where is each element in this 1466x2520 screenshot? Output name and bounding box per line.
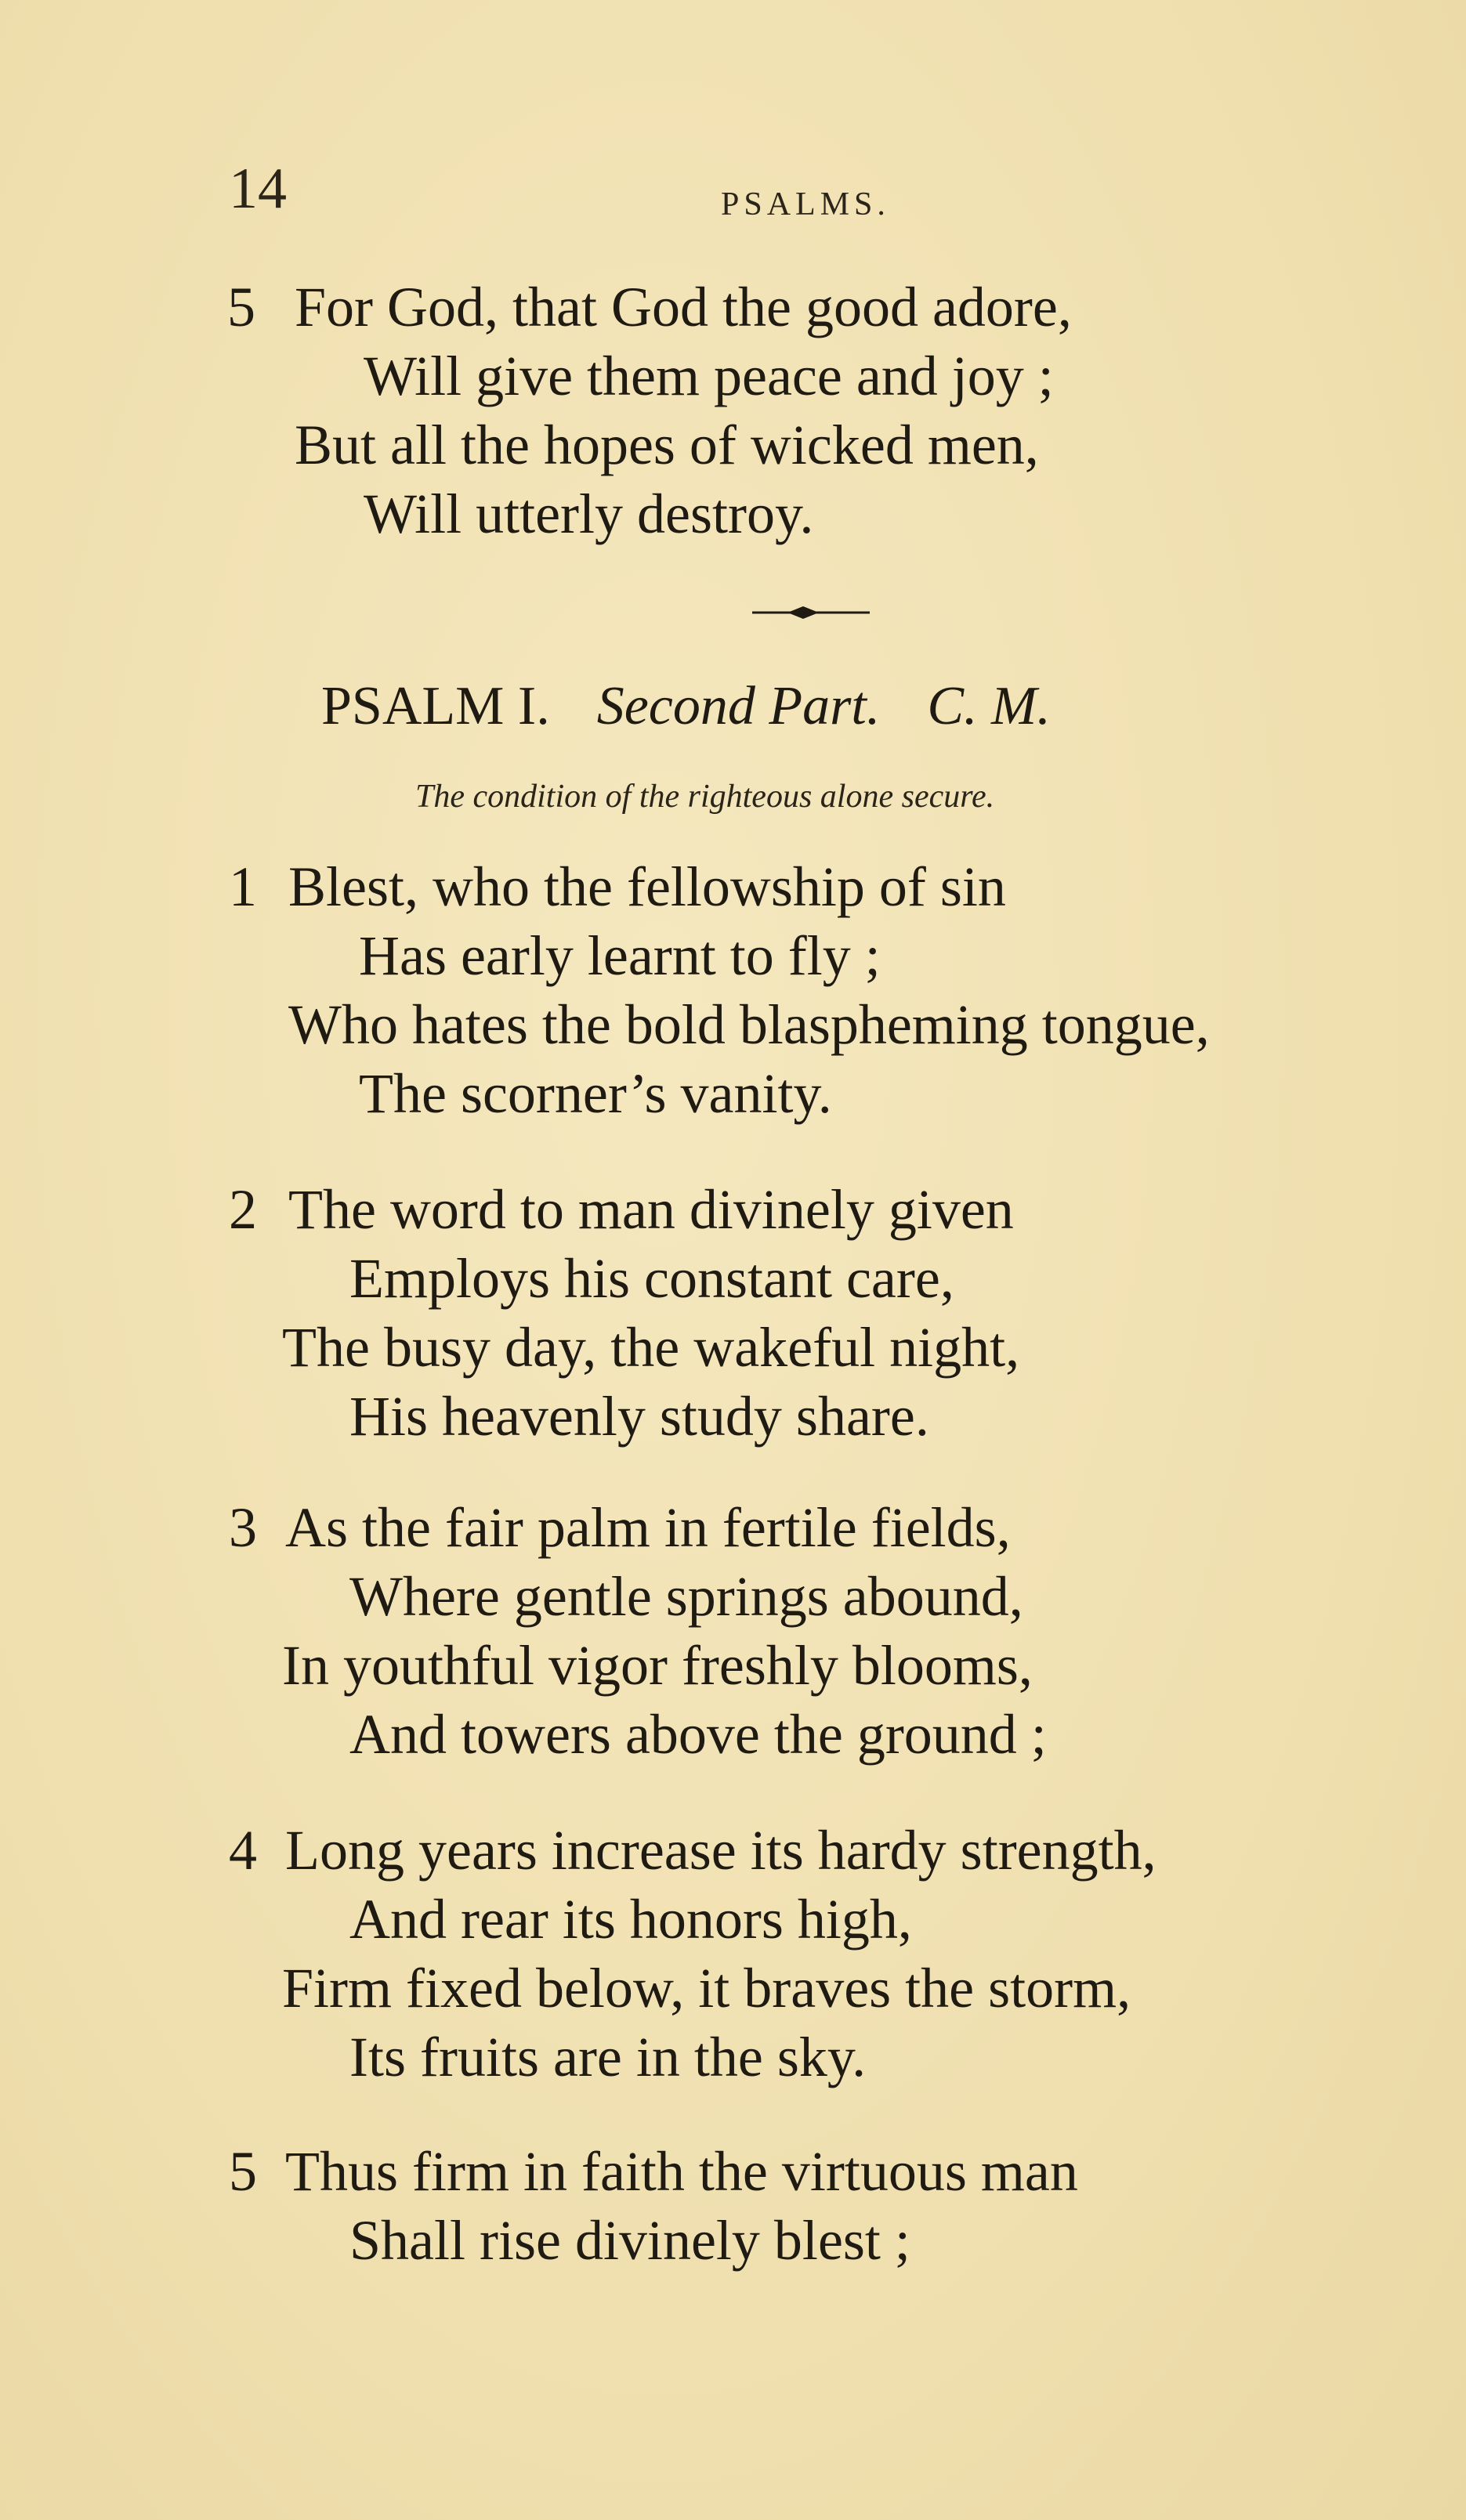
stanza-line: Shall rise divinely blest ; [349, 2209, 910, 2272]
diamond-rule-ornament [752, 605, 870, 620]
stanza-line: But all the hopes of wicked men, [295, 414, 1039, 476]
stanza-line: As the fair palm in fertile fields, [285, 1496, 1011, 1559]
psalm-part: Second Part. [596, 676, 881, 736]
stanza-line: Its fruits are in the sky. [349, 2026, 867, 2088]
stanza-line: Long years increase its hardy strength, [285, 1819, 1157, 1882]
psalm-meter: C. M. [927, 676, 1051, 736]
psalm-subtitle: The condition of the righteous alone secure. [415, 779, 995, 815]
psalm-heading [321, 675, 1051, 738]
stanza-line: Will give them peace and joy ; [364, 345, 1054, 407]
stanza-line: Where gentle springs abound, [349, 1565, 1023, 1628]
stanza-number: 5 [227, 276, 255, 338]
running-title: PSALMS. [721, 186, 890, 222]
stanza-number: 2 [229, 1178, 257, 1241]
stanza-line: In youthful vigor freshly blooms, [282, 1634, 1033, 1697]
stanza-line: Has early learnt to fly ; [359, 924, 881, 987]
stanza-line: His heavenly study share. [349, 1385, 929, 1448]
stanza-line: Blest, who the fellowship of sin [288, 855, 1006, 918]
stanza-line: The scorner’s vanity. [359, 1062, 832, 1125]
stanza-line: Will utterly destroy. [364, 483, 814, 545]
stanza-line: Firm fixed below, it braves the storm, [282, 1957, 1131, 2019]
stanza-line: Thus firm in faith the virtuous man [285, 2140, 1078, 2203]
running-head [0, 157, 1466, 227]
stanza-line: Who hates the bold blaspheming tongue, [288, 993, 1210, 1056]
stanza-number: 1 [229, 855, 257, 918]
stanza-line: The word to man divinely given [288, 1178, 1014, 1241]
stanza-number: 4 [229, 1819, 257, 1882]
page-number: 14 [229, 157, 287, 221]
stanza-line: Employs his constant care, [349, 1247, 954, 1310]
stanza-number: 5 [229, 2140, 257, 2203]
psalm-title: PSALM I. [321, 676, 550, 736]
stanza-line: And towers above the ground ; [349, 1703, 1047, 1766]
stanza-number: 3 [229, 1496, 257, 1559]
stanza-line: And rear its honors high, [349, 1888, 912, 1951]
stanza-line: The busy day, the wakeful night, [282, 1316, 1020, 1379]
stanza-line: For God, that God the good adore, [295, 276, 1072, 338]
